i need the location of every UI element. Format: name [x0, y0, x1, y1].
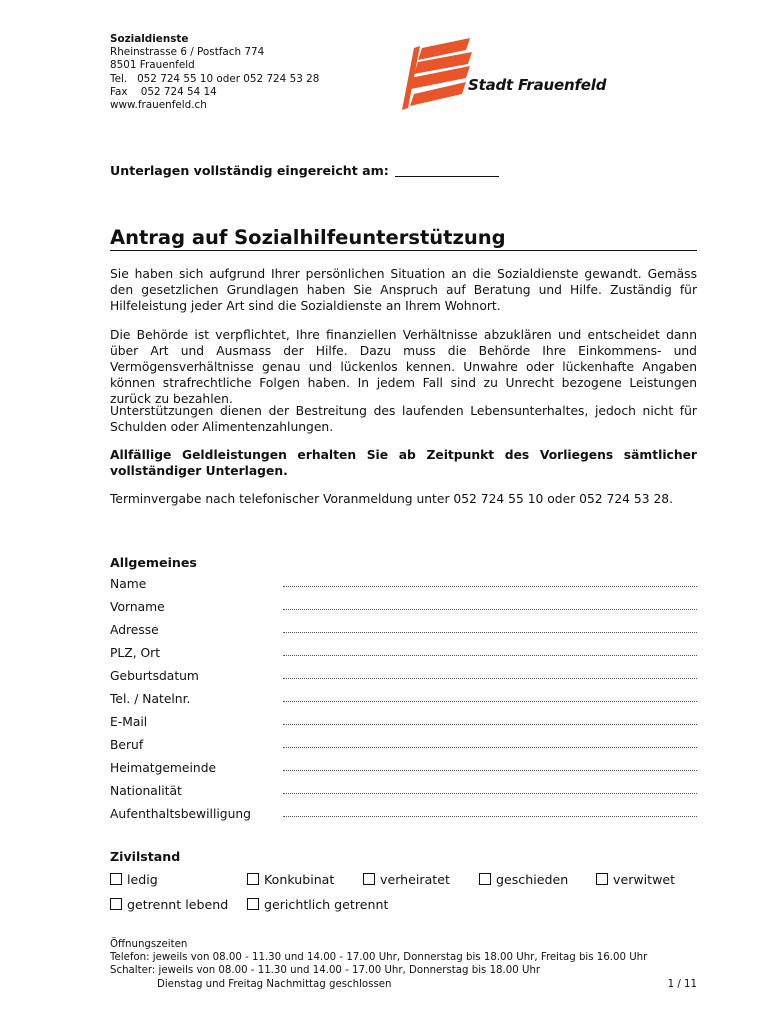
checkbox[interactable] — [247, 873, 259, 885]
checkbox[interactable] — [110, 898, 122, 910]
submitted-date-line[interactable] — [395, 176, 499, 177]
page-number: 1 / 11 — [667, 978, 697, 990]
org-name: Sozialdienste — [110, 33, 189, 45]
field-input-line[interactable] — [283, 724, 697, 725]
checkbox[interactable] — [479, 873, 491, 885]
general-heading: Allgemeines — [110, 555, 197, 570]
field-row-beruf — [110, 738, 697, 756]
footer-heading: Öffnungszeiten — [110, 939, 188, 950]
option-geschieden[interactable] — [479, 872, 568, 887]
field-label: Beruf — [110, 738, 144, 752]
field-input-line[interactable] — [283, 793, 697, 794]
field-label: E-Mail — [110, 715, 148, 729]
field-row-geburtsdatum — [110, 669, 697, 687]
field-input-line[interactable] — [283, 632, 697, 633]
field-input-line[interactable] — [283, 655, 697, 656]
submitted-label: Unterlagen vollständig eingereicht am: — [110, 163, 389, 178]
field-input-line[interactable] — [283, 609, 697, 610]
address-line: Rheinstrasse 6 / Postfach 774 — [110, 46, 265, 59]
option-label: Konkubinat — [264, 872, 335, 887]
field-label: Adresse — [110, 623, 159, 637]
option-label: verheiratet — [380, 872, 450, 887]
civil-status-heading: Zivilstand — [110, 849, 181, 864]
intro-paragraph: Sie haben sich aufgrund Ihrer persönlichen Situation an die Sozialdienste gewandt. Gemäss den gesetzlichen Grundlagen haben Sie Anspruch auf Beratung und Hilfe. Zuständig für Hilfeleistung jeder Art sind die Sozialdienste an Ihrem Wohnort. — [110, 267, 697, 313]
field-row-vorname — [110, 600, 697, 618]
opening-hours-footer — [110, 938, 697, 991]
field-row-adresse — [110, 623, 697, 641]
address-block — [110, 33, 319, 112]
footer-line: Dienstag und Freitag Nachmittag geschlossen — [157, 978, 392, 990]
option-label: geschieden — [496, 872, 569, 887]
field-input-line[interactable] — [283, 586, 697, 587]
option-label: getrennt lebend — [127, 897, 229, 912]
option-konkubinat[interactable] — [247, 872, 334, 887]
field-row-heimatgemeinde — [110, 761, 697, 779]
field-row-aufenthalt — [110, 807, 697, 825]
city-logo — [400, 36, 607, 116]
field-input-line[interactable] — [283, 701, 697, 702]
page-title: Antrag auf Sozialhilfeunterstützung — [110, 226, 697, 251]
field-input-line[interactable] — [283, 770, 697, 771]
field-input-line[interactable] — [283, 678, 697, 679]
checkbox[interactable] — [596, 873, 608, 885]
option-ledig[interactable] — [110, 872, 158, 887]
option-label: ledig — [127, 872, 158, 887]
field-label: Geburtsdatum — [110, 669, 199, 683]
address-line: 8501 Frauenfeld — [110, 59, 195, 72]
option-label: verwitwet — [613, 872, 676, 887]
appointment-paragraph: Terminvergabe nach telefonischer Voranmeldung unter 052 724 55 10 oder 052 724 53 28. — [110, 492, 674, 506]
field-row-telefon — [110, 692, 697, 710]
footer-line: Schalter: jeweils von 08.00 - 11.30 und 14.00 - 17.00 Uhr, Donnerstag bis 18.00 Uhr — [110, 965, 541, 977]
option-verheiratet[interactable] — [363, 872, 450, 887]
checkbox[interactable] — [247, 898, 259, 910]
field-label: PLZ, Ort — [110, 646, 161, 660]
option-getrennt-lebend[interactable] — [110, 897, 228, 912]
field-label: Name — [110, 577, 147, 591]
field-label: Vorname — [110, 600, 165, 614]
field-row-plz-ort — [110, 646, 697, 664]
option-verwitwet[interactable] — [596, 872, 675, 887]
option-label: gerichtlich getrennt — [264, 897, 389, 912]
field-row-email — [110, 715, 697, 733]
field-input-line[interactable] — [283, 816, 697, 817]
checkbox[interactable] — [110, 873, 122, 885]
address-line: Fax 052 724 54 14 — [110, 85, 217, 98]
footer-line: Telefon: jeweils von 08.00 - 11.30 und 14.00 - 17.00 Uhr, Donnerstag bis 18.00 Uhr, Freitag bis 16.00 Uhr — [110, 952, 648, 964]
field-label: Tel. / Natelnr. — [110, 692, 191, 706]
field-label: Heimatgemeinde — [110, 761, 217, 775]
obligation-paragraph: Die Behörde ist verpflichtet, Ihre finanziellen Verhältnisse abzuklären und entscheidet dann über Art und Ausmass der Hilfe. Dazu muss die Behörde Ihre Einkommens- und Vermögensverhältnisse genau und lückenlos kennen. Unwahre oder lückenhafte Angaben können strafrechtliche Folgen haben. In jedem Fall sind zu Unrecht bezogene Leistungen zurück zu bezahlen. — [110, 328, 697, 406]
field-row-nationalitaet — [110, 784, 697, 802]
field-input-line[interactable] — [283, 747, 697, 748]
website-link[interactable]: www.frauenfeld.ch — [110, 99, 207, 112]
address-line: Tel. 052 724 55 10 oder 052 724 53 28 — [110, 72, 320, 85]
payment-paragraph: Allfällige Geldleistungen erhalten Sie ab Zeitpunkt des Vorliegens sämtlicher vollständiger Unterlagen. — [110, 448, 697, 478]
checkbox[interactable] — [363, 873, 375, 885]
field-row-name — [110, 577, 697, 595]
field-label: Nationalität — [110, 784, 182, 798]
field-label: Aufenthaltsbewilligung — [110, 807, 251, 821]
submitted-date-field — [110, 163, 499, 178]
purpose-paragraph: Unterstützungen dienen der Bestreitung des laufenden Lebensunterhaltes, jedoch nicht für Schulden oder Alimentenzahlungen. — [110, 404, 697, 434]
option-gerichtlich-getrennt[interactable] — [247, 897, 388, 912]
logo-text: Stadt Frauenfeld — [468, 76, 607, 94]
